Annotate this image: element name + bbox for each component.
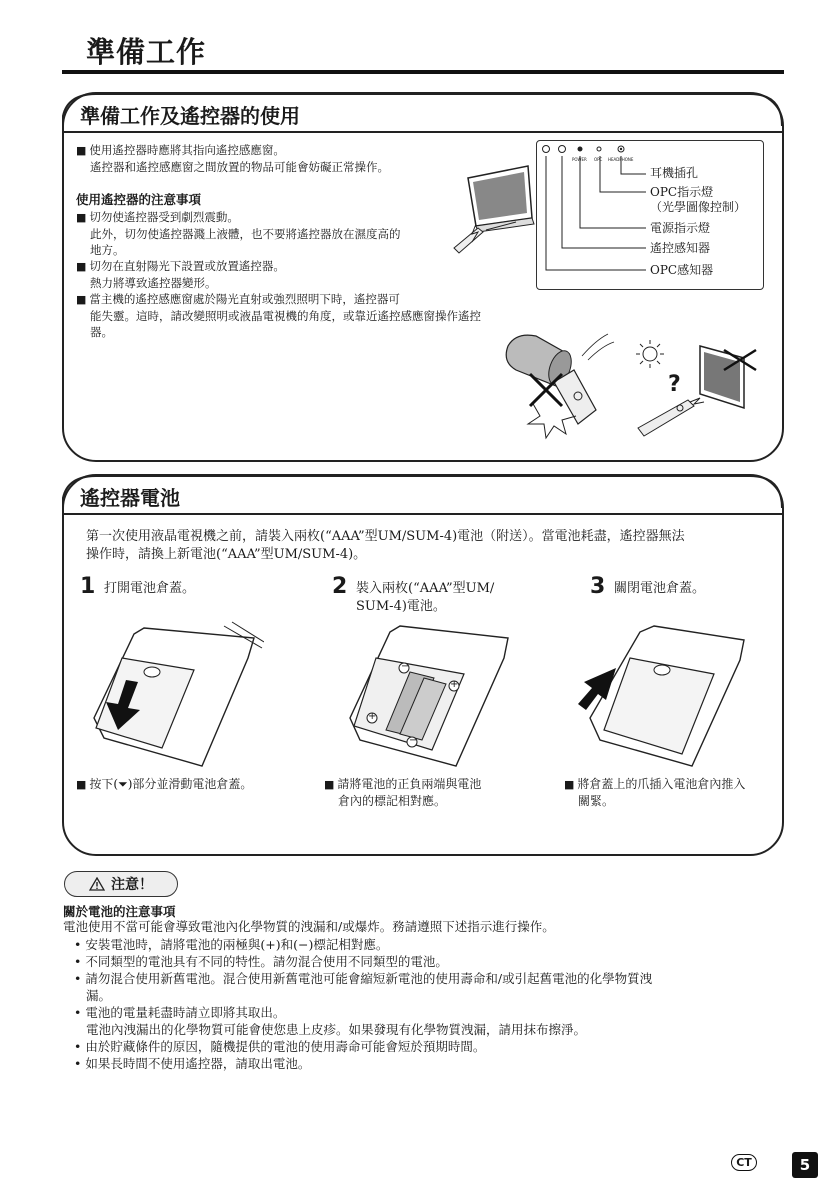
language-badge: CT	[731, 1154, 757, 1171]
step-1-number: 1	[80, 574, 96, 599]
page-number: 5	[792, 1152, 818, 1178]
step-2-text-line-2: SUM-4)電池。	[356, 599, 446, 614]
step-3-caption-line-2: 關緊。	[578, 794, 615, 808]
step-2-text-line-1: 裝入兩枚(“AAA”型UM/	[356, 581, 495, 596]
intro-line-1: ■ 使用遙控器時應將其指向遙控感應窗。	[76, 142, 476, 159]
polarity-plus-left: +	[368, 711, 377, 722]
caution-label: 注意！	[111, 877, 153, 893]
note-2-line-2: 熱力將導致遙控器變形。	[90, 276, 217, 290]
note-3-line-1: ■ 當主機的遙控感應窗處於陽光直射或強烈照明下時，遙控器可	[76, 291, 556, 308]
step-3-number: 3	[590, 574, 606, 599]
callout-opc-indicator-sub: （光學圖像控制）	[650, 200, 747, 214]
warning-triangle-icon	[89, 877, 105, 891]
step-3-close-cover-illustration	[574, 618, 754, 768]
caution-badge	[64, 871, 178, 897]
panel-label-headphone: HEADPHONE	[608, 157, 634, 162]
step-2-caption	[324, 776, 481, 809]
panel-label-power: POWER	[572, 157, 587, 162]
polarity-minus-bottom: −	[409, 735, 418, 746]
callout-remote-sensor: 遙控感知器	[650, 241, 711, 255]
note-3-line-3: 器。	[90, 325, 113, 339]
section-title-remote-usage: 準備工作及遙控器的使用	[80, 104, 300, 128]
step-2-insert-batteries-illustration	[340, 618, 520, 768]
caution-intro: 電池使用不當可能會導致電池內化學物質的洩漏和/或爆炸。務請遵照下述指示進行操作。	[63, 919, 555, 934]
caution-item-6: • 如果長時間不使用遙控器，請取出電池。	[74, 1055, 784, 1072]
step-1-caption-line-1: ■ 按下(⏷)部分並滑動電池倉蓋。	[76, 776, 252, 793]
caution-item-2: • 不同類型的電池具有不同的特性。請勿混合使用不同類型的電池。	[74, 953, 784, 970]
step-2-caption-line-2: 倉內的標記相對應。	[338, 794, 447, 808]
caution-item-1: • 安裝電池時，請將電池的兩極與(+)和(−)標記相對應。	[74, 936, 784, 953]
sunlight-tv-illustration	[628, 336, 768, 446]
page-title: 準備工作	[86, 35, 207, 69]
step-1-open-cover-illustration	[84, 618, 264, 768]
caution-heading: 關於電池的注意事項	[63, 904, 176, 919]
callout-opc-indicator: OPC指示燈	[650, 185, 714, 199]
caution-item-3-line-2: 漏。	[86, 988, 112, 1003]
step-3-caption	[564, 776, 745, 809]
step-1-caption	[76, 776, 252, 793]
callout-power-indicator: 電源指示燈	[650, 221, 711, 235]
callout-opc-sensor: OPC感知器	[650, 263, 714, 277]
callout-headphone-jack: 耳機插孔	[650, 166, 699, 180]
note-1-line-2: 此外，切勿使遙控器濺上液體，也不要將遙控器放在濕度高的	[90, 227, 401, 241]
note-1-line-1: ■ 切勿使遙控器受到劇烈震動。	[76, 209, 556, 226]
note-3-line-2: 能失靈。這時，請改變照明或液晶電視機的角度，或靠近遙控感應窗操作遙控	[90, 309, 481, 323]
step-3-caption-line-1: ■ 將倉蓋上的爪插入電池倉內推入	[564, 776, 745, 793]
step-1-text: 打開電池倉蓋。	[104, 581, 196, 596]
remote-splash-illustration	[496, 326, 616, 440]
battery-intro	[86, 528, 776, 564]
step-2-caption-line-1: ■ 請將電池的正負兩端與電池	[324, 776, 481, 793]
title-rule	[62, 70, 784, 74]
intro-line-2: 遙控器和遙控感應窗之間放置的物品可能會妨礙正常操作。	[90, 160, 389, 174]
notes-heading: 使用遙控器的注意事項	[76, 192, 202, 207]
polarity-minus-top: −	[401, 661, 410, 672]
caution-list	[74, 936, 784, 1072]
caution-item-4-line-1: • 電池的電量耗盡時請立即將其取出。	[74, 1004, 784, 1021]
panel-label-opc: OPC	[594, 157, 603, 162]
step-2-number: 2	[332, 574, 348, 599]
note-1-line-3: 地方。	[90, 243, 125, 257]
step-3-text: 關閉電池倉蓋。	[614, 581, 706, 596]
section-title-batteries: 遙控器電池	[80, 486, 180, 510]
battery-intro-line-2: 操作時，請換上新電池(“AAA”型UM/SUM-4)。	[86, 547, 367, 562]
question-mark: ?	[668, 372, 681, 397]
section1-intro	[76, 142, 476, 175]
note-2-line-1: ■ 切勿在直射陽光下設置或放置遙控器。	[76, 258, 556, 275]
tv-with-remote-illustration	[446, 160, 546, 260]
caution-item-4-line-2: 電池內洩漏出的化學物質可能會使您患上皮疹。如果發現有化學物質洩漏，請用抹布擦淨。	[86, 1022, 587, 1037]
caution-item-5: • 由於貯藏條件的原因，隨機提供的電池的使用壽命可能會短於預期時間。	[74, 1038, 784, 1055]
caution-item-3-line-1: • 請勿混合使用新舊電池。混合使用新舊電池可能會縮短新電池的使用壽命和/或引起舊電池的化學物質洩	[74, 970, 784, 987]
battery-intro-line-1: 第一次使用液晶電視機之前，請裝入兩枚(“AAA”型UM/SUM-4)電池（附送）。當電池耗盡，遙控器無法	[86, 529, 685, 544]
polarity-plus-right: +	[450, 679, 459, 690]
